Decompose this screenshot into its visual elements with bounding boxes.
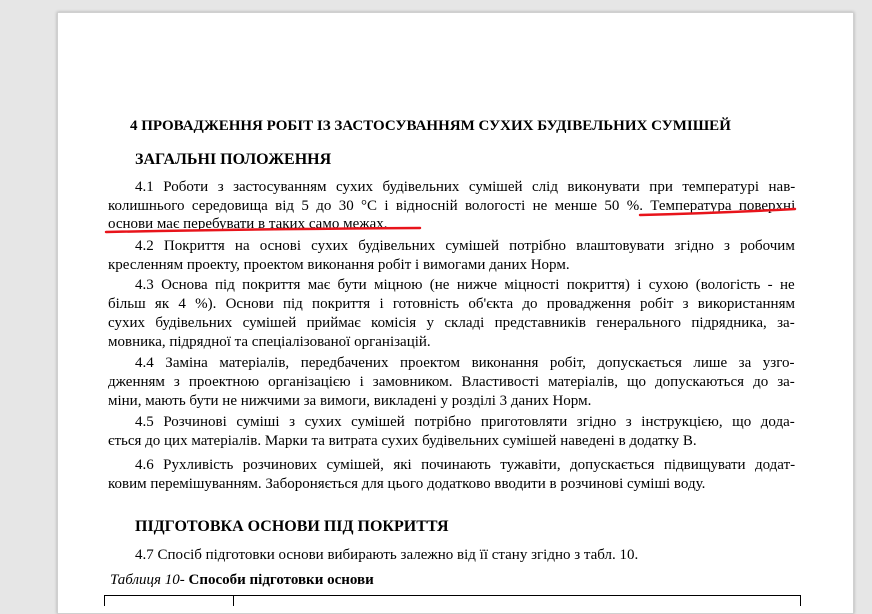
table-10-top [104, 595, 801, 606]
table-caption-label: Таблиця 10- [110, 572, 185, 588]
paragraph-4-3-line-4: мовника, підрядної та спеціалізованої організацій. [108, 334, 431, 350]
paragraph-4-1-line-2: колишнього середовища від 5 до 30 °С і відносній вологості не менше 50 %. Температура поверхні [108, 198, 796, 214]
table-caption [110, 571, 374, 589]
paragraph-4-2-line-1: 4.2 Покриття на основі сухих будівельних сумішей потрібно влаштовувати згідно з робочим [135, 238, 795, 254]
table-caption-title: Способи підготовки основи [188, 572, 374, 588]
paragraph-4-4-line-2: дженням з проектною організацією і замовником. Властивості матеріалів, що допускаються до за- [108, 374, 795, 390]
paragraph-4-3-line-2: більш як 4 %). Основи під покриття і готовність об'єкта до провадження робіт з використанням [108, 296, 795, 312]
paragraph-4-7: 4.7 Спосіб підготовки основи вибирають залежно від її стану згідно з табл. 10. [135, 547, 639, 563]
paragraph-4-3-line-1: 4.3 Основа під покриття має бути міцною (не нижче міцності покриття) і сухою (вологість - не [135, 277, 795, 293]
paragraph-4-6-line-1: 4.6 Рухливість розчинових сумішей, які починають тужавіти, допускається підвищувати додат- [135, 457, 796, 473]
paragraph-4-2-line-2: кресленням проекту, проектом виконання робіт і вимогами даних Норм. [108, 257, 570, 273]
paragraph-4-4-line-3: міни, мають бути не нижчими за вимоги, викладені у розділі 3 даних Норм. [108, 393, 592, 409]
section-heading: 4 ПРОВАДЖЕННЯ РОБІТ ІЗ ЗАСТОСУВАННЯМ СУХИХ БУДІВЕЛЬНИХ СУМІШЕЙ [130, 118, 731, 134]
paragraph-4-3-line-3: сухих будівельних сумішей приймає комісія у складі представників генерального підрядника, за- [108, 315, 795, 331]
paragraph-4-1-line-1: 4.1 Роботи з застосуванням сухих будівельних сумішей слід виконувати при температурі нав- [135, 179, 796, 195]
paragraph-4-5-line-1: 4.5 Розчинові суміші з сухих сумішей потрібно приготовляти згідно з інструкцією, що дода- [135, 414, 795, 430]
table-column-divider [233, 596, 234, 606]
subheading-preparation: ПІДГОТОВКА ОСНОВИ ПІД ПОКРИТТЯ [135, 518, 449, 535]
paragraph-4-4-line-1: 4.4 Заміна матеріалів, передбачених проектом виконання робіт, допускається лише за узго- [135, 355, 795, 371]
paragraph-4-5-line-2: ється до цих матеріалів. Марки та витрата сухих будівельних сумішей наведені в додатку В. [108, 433, 697, 449]
subheading-general: ЗАГАЛЬНІ ПОЛОЖЕННЯ [135, 151, 332, 168]
paragraph-4-1-line-3: основи має перебувати в таких само межах. [108, 216, 388, 232]
paragraph-4-6-line-2: ковим перемішуванням. Забороняється для цього додатково вводити в розчинові суміші воду. [108, 476, 706, 492]
